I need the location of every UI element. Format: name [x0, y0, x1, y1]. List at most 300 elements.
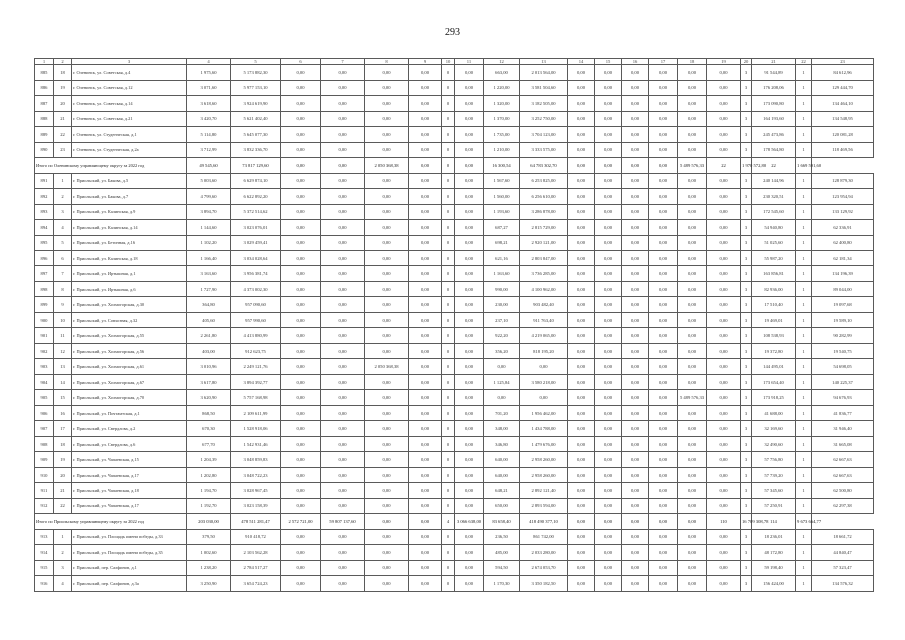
- table-row: [35, 483, 874, 498]
- table-cell: 17 510,40: [752, 297, 796, 312]
- table-cell: 0,00: [455, 281, 484, 296]
- table-cell: 0,00: [622, 467, 649, 482]
- table-cell: 0,00: [678, 127, 707, 142]
- table-cell: 3: [741, 220, 752, 235]
- address-cell: г. Оленинск, ул. Студенческая, д.1: [72, 127, 187, 142]
- table-cell: 0: [442, 421, 455, 436]
- table-cell: 0: [442, 343, 455, 358]
- table-cell: 62 667,63: [812, 452, 874, 467]
- table-cell: 2 815 729,00: [520, 220, 568, 235]
- table-cell: 0,00: [455, 220, 484, 235]
- table-cell: 3: [741, 235, 752, 250]
- table-cell: 698,21: [484, 235, 520, 250]
- address-cell: г. Оленинск, ул. Советская, д.14: [72, 96, 187, 111]
- table-cell: 0,00: [568, 266, 595, 281]
- table-cell: 0,00: [568, 251, 595, 266]
- table-cell: 0,00: [649, 436, 678, 451]
- table-cell: 0,00: [365, 297, 409, 312]
- table-cell: 903: [35, 359, 54, 374]
- table-cell: 19: [54, 80, 72, 95]
- table-cell: 0,00: [649, 359, 678, 374]
- table-cell: 902: [35, 343, 54, 358]
- table-cell: 0,00: [595, 483, 622, 498]
- table-cell: 0,00: [365, 421, 409, 436]
- table-cell: 0,00: [678, 405, 707, 420]
- table-cell: 6 622 892,20: [231, 189, 281, 204]
- table-cell: 2 958 260,00: [520, 452, 568, 467]
- table-cell: 0,00: [455, 343, 484, 358]
- table-cell: 621,16: [484, 251, 520, 266]
- table-cell: 0,00: [568, 405, 595, 420]
- table-cell: 0,00: [622, 529, 649, 544]
- table-cell: 0,00: [409, 436, 442, 451]
- table-cell: 0,00: [409, 498, 442, 513]
- table-cell: 0,00: [568, 220, 595, 235]
- table-cell: 1 970 572,80: [741, 158, 752, 173]
- table-cell: 0: [442, 173, 455, 188]
- table-cell: 1 528 918,06: [231, 421, 281, 436]
- table-cell: 118 469,56: [812, 142, 874, 157]
- table-cell: 0,00: [707, 235, 741, 250]
- table-cell: 0,00: [595, 405, 622, 420]
- table-cell: 892: [35, 189, 54, 204]
- table-cell: 0,00: [455, 189, 484, 204]
- table-cell: 0,00: [409, 80, 442, 95]
- table-cell: 0,00: [455, 560, 484, 575]
- table-cell: 670,30: [187, 421, 231, 436]
- table-cell: 0,00: [365, 374, 409, 389]
- table-cell: 0,00: [595, 96, 622, 111]
- table-cell: 0,00: [595, 421, 622, 436]
- table-cell: 894: [35, 220, 54, 235]
- table-cell: 0,00: [595, 158, 622, 173]
- table-cell: 41 836,77: [812, 405, 874, 420]
- table-cell: 3 048 722,23: [231, 467, 281, 482]
- table-cell: 1: [796, 142, 812, 157]
- table-cell: 903 482,40: [520, 297, 568, 312]
- table-cell: 21: [54, 483, 72, 498]
- table-cell: 2 109 611,99: [231, 405, 281, 420]
- table-cell: 2 103 562,28: [231, 545, 281, 560]
- table-cell: 0,00: [568, 80, 595, 95]
- address-cell: г. Приольский, пер. Салфинов, д.3а: [72, 576, 187, 592]
- table-cell: 54 698,05: [812, 359, 874, 374]
- column-number: 19: [707, 59, 741, 65]
- column-number: 8: [365, 59, 409, 65]
- table-cell: 0,00: [321, 189, 365, 204]
- table-cell: 0,00: [365, 281, 409, 296]
- table-cell: 916: [35, 576, 54, 592]
- table-cell: 19 372,80: [752, 343, 796, 358]
- address-cell: г. Приольский, ул. Холмогорская, д.56: [72, 343, 187, 358]
- table-cell: 3 034 028,64: [231, 251, 281, 266]
- address-cell: г. Оленинск, ул. Советская, д.4: [72, 65, 187, 80]
- table-row: [35, 204, 874, 219]
- table-cell: 0,00: [409, 545, 442, 560]
- table-cell: 0,00: [707, 436, 741, 451]
- table-cell: 0,00: [455, 529, 484, 544]
- table-cell: 0: [442, 158, 455, 173]
- table-cell: 0,00: [707, 80, 741, 95]
- table-cell: 0,00: [568, 127, 595, 142]
- table-cell: 3: [741, 452, 752, 467]
- column-number: 15: [595, 59, 622, 65]
- table-cell: 0,00: [649, 467, 678, 482]
- table-row: [35, 65, 874, 80]
- table-cell: 0,00: [707, 421, 741, 436]
- table-cell: 0,00: [321, 173, 365, 188]
- table-row: [35, 96, 874, 111]
- table-cell: 915: [35, 560, 54, 575]
- table-cell: 3: [741, 204, 752, 219]
- table-cell: 0,00: [622, 251, 649, 266]
- table-cell: 114: [752, 514, 796, 529]
- table-cell: 957 990,60: [231, 312, 281, 327]
- table-cell: 0,00: [649, 560, 678, 575]
- table-cell: 0,00: [649, 297, 678, 312]
- table-cell: 0,00: [409, 576, 442, 592]
- table-cell: 57 345,60: [752, 483, 796, 498]
- table-cell: 13: [54, 359, 72, 374]
- table-cell: 3 420,70: [187, 111, 231, 126]
- table-cell: 0: [442, 111, 455, 126]
- table-row: [35, 390, 874, 405]
- table-row: [35, 235, 874, 250]
- table-row: [35, 142, 874, 157]
- table-cell: 0,00: [281, 80, 321, 95]
- table-cell: 3 250,90: [187, 576, 231, 592]
- table-cell: 1 102,20: [187, 235, 231, 250]
- table-cell: 0,00: [455, 96, 484, 111]
- table-cell: 0,00: [455, 312, 484, 327]
- table-cell: 2 920 121,00: [520, 235, 568, 250]
- table-cell: 1 727,90: [187, 281, 231, 296]
- table-cell: 356,20: [484, 343, 520, 358]
- table-cell: 0,00: [455, 390, 484, 405]
- table-cell: 0,00: [707, 281, 741, 296]
- table-cell: 1: [796, 281, 812, 296]
- table-cell: 1 975,60: [187, 65, 231, 80]
- table-cell: 1 193,60: [484, 204, 520, 219]
- column-number: 4: [187, 59, 231, 65]
- table-cell: 0,00: [321, 328, 365, 343]
- table-cell: 0: [442, 374, 455, 389]
- table-cell: 3: [741, 96, 752, 111]
- table-row: [35, 421, 874, 436]
- table-cell: 18: [54, 436, 72, 451]
- table-cell: 173 654,40: [752, 374, 796, 389]
- table-cell: 83 658,40: [484, 514, 520, 529]
- table-cell: 0,00: [281, 343, 321, 358]
- table-cell: 5 977 153,10: [231, 80, 281, 95]
- table-cell: 16: [54, 405, 72, 420]
- table-cell: 0,00: [281, 452, 321, 467]
- table-cell: 0: [442, 127, 455, 142]
- table-cell: 0,00: [365, 328, 409, 343]
- table-cell: 17: [54, 421, 72, 436]
- table-cell: 0,00: [455, 483, 484, 498]
- table-cell: 0,00: [678, 173, 707, 188]
- table-cell: 0,00: [707, 374, 741, 389]
- table-cell: 0,00: [365, 545, 409, 560]
- table-cell: 0,00: [649, 483, 678, 498]
- table-cell: 4: [54, 220, 72, 235]
- table-cell: 0,00: [622, 374, 649, 389]
- table-cell: 0,00: [365, 312, 409, 327]
- table-cell: 0,00: [321, 421, 365, 436]
- table-cell: 0,00: [622, 111, 649, 126]
- table-cell: 911: [35, 483, 54, 498]
- table-cell: 861 742,00: [520, 529, 568, 544]
- table-cell: 1 735,00: [484, 127, 520, 142]
- table-cell: 3 704 123,00: [520, 127, 568, 142]
- table-cell: 1 567,60: [484, 173, 520, 188]
- address-cell: г. Приольский, ул. Холмогорская, д.30: [72, 297, 187, 312]
- table-cell: 0,00: [595, 467, 622, 482]
- table-row: [35, 374, 874, 389]
- table-cell: 0,00: [281, 96, 321, 111]
- table-cell: 3: [741, 173, 752, 188]
- table-cell: 0,00: [649, 545, 678, 560]
- address-cell: г. Приольский, ул. Холмогорская, д.55: [72, 328, 187, 343]
- table-cell: 1 192,70: [187, 498, 231, 513]
- table-cell: 3: [741, 359, 752, 374]
- address-cell: г. Приольский, ул. Холмогорская, д.67: [72, 374, 187, 389]
- table-cell: 0,00: [455, 111, 484, 126]
- table-cell: 0,00: [622, 390, 649, 405]
- table-cell: 16 300,54: [484, 158, 520, 173]
- table-cell: 885: [35, 65, 54, 80]
- table-cell: 889: [35, 127, 54, 142]
- address-cell: г. Оленинск, ул. Студенческая, д.2а: [72, 142, 187, 157]
- table-cell: 0,00: [568, 421, 595, 436]
- table-cell: 0: [442, 560, 455, 575]
- table-cell: 0,00: [707, 529, 741, 544]
- table-cell: 110: [707, 514, 741, 529]
- address-cell: г. Приольский, ул. Свердлова, д.2: [72, 421, 187, 436]
- table-cell: 0,00: [409, 328, 442, 343]
- table-cell: 0,00: [622, 452, 649, 467]
- table-cell: 1: [796, 390, 812, 405]
- table-cell: 0,00: [595, 529, 622, 544]
- column-number: 16: [622, 59, 649, 65]
- table-cell: 0,00: [520, 359, 568, 374]
- table-cell: 0,00: [649, 312, 678, 327]
- table-cell: 3 712,99: [187, 142, 231, 157]
- table-cell: 0,00: [678, 343, 707, 358]
- table-cell: 0,00: [595, 189, 622, 204]
- table-cell: 1: [796, 96, 812, 111]
- table-cell: 364,80: [187, 297, 231, 312]
- table-cell: 0,00: [707, 111, 741, 126]
- table-cell: 134 464,10: [812, 96, 874, 111]
- table-cell: 0,00: [281, 374, 321, 389]
- table-cell: 20: [54, 96, 72, 111]
- table-cell: 0: [442, 359, 455, 374]
- table-row: [35, 266, 874, 281]
- table-row: [35, 312, 874, 327]
- table-cell: 0,00: [321, 452, 365, 467]
- table-cell: 0,00: [455, 80, 484, 95]
- table-cell: 0,00: [321, 65, 365, 80]
- table-cell: 4 373 002,30: [231, 281, 281, 296]
- table-cell: 0,00: [568, 173, 595, 188]
- table-cell: 0: [442, 452, 455, 467]
- table-cell: 0,00: [409, 142, 442, 157]
- table-cell: 650,00: [484, 498, 520, 513]
- table-cell: 237,10: [484, 312, 520, 327]
- table-cell: 0,00: [622, 312, 649, 327]
- table-cell: 0: [442, 576, 455, 592]
- table-cell: 0,00: [321, 281, 365, 296]
- table-cell: 1 238,20: [187, 560, 231, 575]
- table-cell: 0,00: [409, 343, 442, 358]
- table-cell: 0,00: [409, 204, 442, 219]
- table-cell: 0,00: [678, 251, 707, 266]
- table-cell: 134 576,32: [812, 576, 874, 592]
- table-cell: 0: [442, 204, 455, 219]
- table-cell: 0,00: [409, 158, 442, 173]
- table-cell: 0,00: [595, 545, 622, 560]
- table-cell: 0,00: [622, 204, 649, 219]
- table-cell: 0,00: [568, 560, 595, 575]
- table-cell: 6 256 610,00: [520, 189, 568, 204]
- table-cell: 1: [796, 80, 812, 95]
- table-cell: 0,00: [409, 452, 442, 467]
- table-cell: 0,00: [649, 514, 678, 529]
- table-cell: 0,00: [321, 436, 365, 451]
- table-cell: 818 195,20: [520, 343, 568, 358]
- table-cell: 0,00: [678, 111, 707, 126]
- table-cell: 3 066 638,00: [455, 514, 484, 529]
- table-cell: 914: [35, 545, 54, 560]
- table-cell: 0,00: [281, 529, 321, 544]
- table-cell: 701,20: [484, 405, 520, 420]
- table-cell: 1 194,70: [187, 483, 231, 498]
- table-cell: 19: [54, 452, 72, 467]
- table-cell: 1 002,60: [187, 545, 231, 560]
- table-cell: 1 210,00: [484, 142, 520, 157]
- table-cell: 0,00: [365, 189, 409, 204]
- table-cell: 19 589,10: [812, 312, 874, 327]
- table-cell: 868,50: [187, 405, 231, 420]
- table-cell: 0,00: [707, 343, 741, 358]
- table-cell: 0,00: [678, 220, 707, 235]
- table-cell: 0,00: [649, 96, 678, 111]
- table-cell: 648,21: [484, 483, 520, 498]
- table-cell: 0,00: [455, 173, 484, 188]
- table-cell: 0,00: [595, 297, 622, 312]
- table-cell: 0,00: [409, 297, 442, 312]
- table-cell: 485,00: [484, 545, 520, 560]
- table-cell: 176 208,06: [752, 80, 796, 95]
- table-cell: 0,00: [707, 312, 741, 327]
- table-cell: 0,00: [365, 251, 409, 266]
- table-cell: 0,00: [409, 421, 442, 436]
- table-cell: 0,00: [321, 545, 365, 560]
- table-cell: 1: [796, 545, 812, 560]
- table-cell: 0,00: [568, 142, 595, 157]
- table-cell: 663,00: [484, 65, 520, 80]
- table-cell: 2 803 847,00: [520, 251, 568, 266]
- table-cell: 2 050 368,38: [365, 158, 409, 173]
- table-cell: 0: [442, 189, 455, 204]
- table-cell: 418 490 377,10: [520, 514, 568, 529]
- table-cell: 0,00: [321, 80, 365, 95]
- table-cell: 94 676,93: [812, 390, 874, 405]
- table-cell: 3: [741, 374, 752, 389]
- table-cell: 0,00: [595, 204, 622, 219]
- table-cell: 3: [741, 343, 752, 358]
- table-cell: 0,00: [649, 204, 678, 219]
- table-cell: 0,00: [707, 189, 741, 204]
- table-cell: 478 511 281,47: [231, 514, 281, 529]
- column-number: 2: [54, 59, 72, 65]
- total-label: Итого по Приольскому управляющему округу за 2022 год: [35, 514, 187, 529]
- table-cell: 640,00: [484, 467, 520, 482]
- table-cell: 49 545,60: [187, 158, 231, 173]
- table-cell: 3 580 218,00: [520, 374, 568, 389]
- table-cell: 0,00: [409, 405, 442, 420]
- table-cell: 1 220,00: [484, 80, 520, 95]
- table-cell: 1: [54, 529, 72, 544]
- table-cell: 0,00: [622, 421, 649, 436]
- address-cell: г. Приольский, ул. Холмогорская, д.70: [72, 390, 187, 405]
- table-cell: 0,00: [595, 436, 622, 451]
- table-cell: 3 333 575,00: [520, 142, 568, 157]
- table-cell: 0,00: [678, 374, 707, 389]
- table-cell: 896: [35, 251, 54, 266]
- table-cell: 230,00: [484, 297, 520, 312]
- table-cell: 0,00: [321, 297, 365, 312]
- address-cell: г. Приольский, ул. Бакова, д.5: [72, 173, 187, 188]
- table-cell: 57 756,80: [752, 452, 796, 467]
- column-number: 17: [649, 59, 678, 65]
- table-cell: 41 688,00: [752, 405, 796, 420]
- table-cell: 0,00: [707, 251, 741, 266]
- column-number: 18: [678, 59, 707, 65]
- table-cell: 403,00: [187, 343, 231, 358]
- table-cell: 6 629 874,10: [231, 173, 281, 188]
- table-cell: 0,00: [622, 281, 649, 296]
- table-cell: 0,00: [484, 359, 520, 374]
- table-cell: 0,00: [568, 390, 595, 405]
- table-cell: 0,00: [455, 452, 484, 467]
- table-cell: 905: [35, 390, 54, 405]
- table-cell: 3: [741, 312, 752, 327]
- table-cell: 0,00: [365, 220, 409, 235]
- table-cell: 19 540,75: [812, 343, 874, 358]
- table-cell: 3: [741, 498, 752, 513]
- table-cell: 0,00: [622, 545, 649, 560]
- table-cell: 0,00: [409, 251, 442, 266]
- table-cell: 0,00: [595, 266, 622, 281]
- table-cell: 0,00: [649, 452, 678, 467]
- table-cell: 1: [796, 421, 812, 436]
- table-cell: 0,00: [649, 281, 678, 296]
- table-cell: 0,00: [281, 235, 321, 250]
- table-cell: 0,00: [281, 545, 321, 560]
- table-cell: 0,00: [707, 65, 741, 80]
- table-cell: 0,00: [409, 514, 442, 529]
- table-cell: 0,00: [455, 405, 484, 420]
- table-row: [35, 359, 874, 374]
- table-cell: 6: [54, 251, 72, 266]
- table-cell: 906: [35, 405, 54, 420]
- table-cell: 0,00: [409, 189, 442, 204]
- table-cell: 3: [741, 142, 752, 157]
- table-cell: 899: [35, 297, 54, 312]
